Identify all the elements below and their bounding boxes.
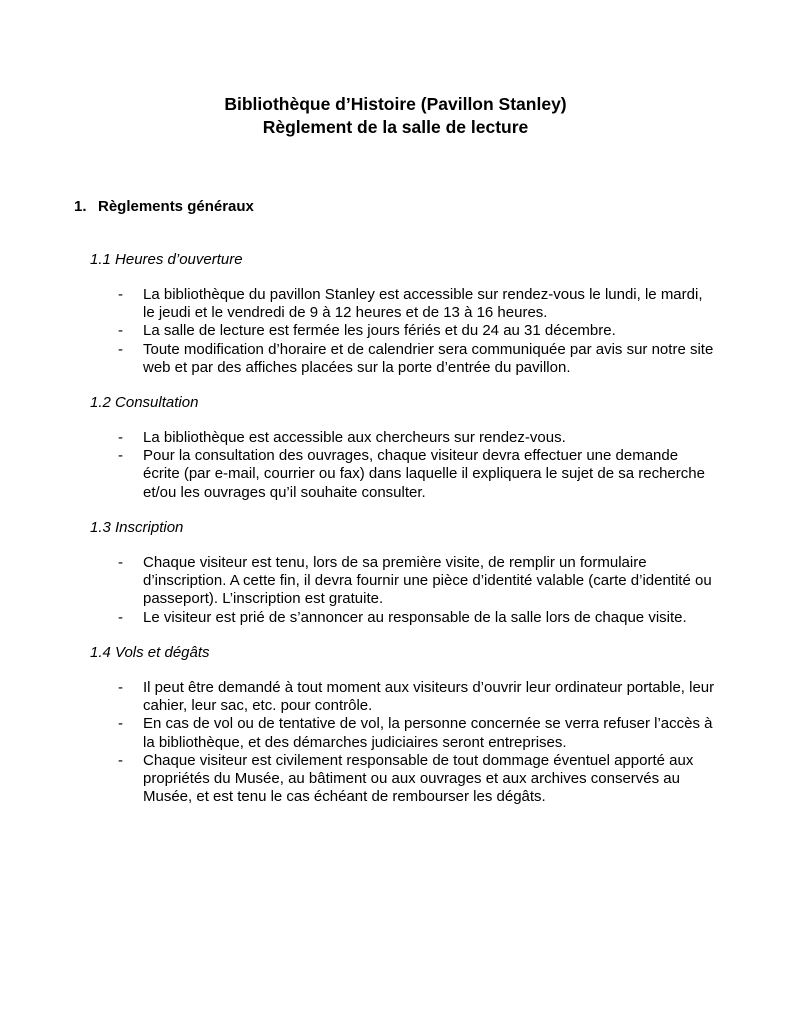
list-item-text: Chaque visiteur est civilement responsable de tout dommage éventuel apporté aux propriétés du Musée, au bâtiment ou aux ouvrages et aux archives conservés au Musée, et est tenu le cas échéant de rembourser les dégâts. bbox=[143, 751, 694, 806]
subsection-heading-consultation: 1.2 Consultation bbox=[90, 394, 199, 411]
list-item bbox=[118, 679, 718, 715]
bullet-dash: - bbox=[118, 322, 123, 340]
list-item-text: La bibliothèque est accessible aux chercheurs sur rendez-vous. bbox=[143, 429, 566, 446]
list-item-text: La salle de lecture est fermée les jours fériés et du 24 au 31 décembre. bbox=[143, 322, 616, 340]
subsection-heading-registration: 1.3 Inscription bbox=[90, 519, 184, 536]
bullet-dash: - bbox=[118, 447, 123, 465]
section-heading bbox=[74, 197, 254, 216]
list-item bbox=[118, 429, 718, 447]
list-theft bbox=[118, 679, 718, 806]
bullet-dash: - bbox=[118, 429, 123, 446]
list-item-text: Pour la consultation des ouvrages, chaque visiteur devra effectuer une demande écrite (par e-mail, courrier ou fax) dans laquelle il expliquera le sujet de sa recherche et/ou les ouvrages qu’il souhaite consulter. bbox=[143, 447, 705, 501]
document-title: Bibliothèque d’Histoire (Pavillon Stanley) bbox=[224, 94, 567, 114]
list-registration bbox=[118, 554, 718, 627]
list-item bbox=[118, 609, 718, 627]
bullet-dash: - bbox=[118, 679, 123, 696]
section-title: Règlements généraux bbox=[98, 198, 254, 215]
list-item-text: Le visiteur est prié de s’annoncer au responsable de la salle lors de chaque visite. bbox=[143, 608, 687, 626]
list-item-text: Toute modification d’horaire et de calendrier sera communiquée par avis sur notre site web et par des affiches placées sur la porte d’entrée du pavillon. bbox=[143, 340, 714, 376]
bullet-dash: - bbox=[118, 340, 123, 358]
list-consultation bbox=[118, 429, 718, 502]
bullet-dash: - bbox=[118, 751, 123, 769]
section-number: 1. bbox=[74, 198, 87, 215]
subsection-heading-theft: 1.4 Vols et dégâts bbox=[90, 644, 210, 661]
bullet-dash: - bbox=[118, 608, 123, 626]
list-item-text: Il peut être demandé à tout moment aux visiteurs d’ouvrir leur ordinateur portable, leur cahier, leur sac, etc. pour contrôle. bbox=[143, 679, 715, 715]
bullet-dash: - bbox=[118, 286, 123, 303]
list-item bbox=[118, 752, 718, 807]
list-item bbox=[118, 447, 718, 502]
list-item bbox=[118, 322, 718, 340]
list-item-text: Chaque visiteur est tenu, lors de sa première visite, de remplir un formulaire d’inscription. A cette fin, il devra fournir une pièce d’identité valable (carte d’identité ou passeport). L’inscription est gratuite. bbox=[143, 554, 712, 608]
list-item bbox=[118, 286, 718, 322]
subsection-heading-hours: 1.1 Heures d’ouverture bbox=[90, 251, 243, 268]
list-item-text: En cas de vol ou de tentative de vol, la personne concernée se verra refuser l’accès à la bibliothèque, et des démarches judiciaires seront entreprises. bbox=[143, 715, 713, 751]
bullet-dash: - bbox=[118, 715, 123, 733]
list-item bbox=[118, 341, 718, 377]
list-hours bbox=[118, 286, 718, 377]
bullet-dash: - bbox=[118, 554, 123, 571]
list-item-text: La bibliothèque du pavillon Stanley est accessible sur rendez-vous le lundi, le mardi, le jeudi et le vendredi de 9 à 12 heures et de 13 à 16 heures. bbox=[143, 286, 703, 322]
document-subtitle: Règlement de la salle de lecture bbox=[262, 117, 529, 137]
list-item bbox=[118, 715, 718, 751]
list-item bbox=[118, 554, 718, 609]
